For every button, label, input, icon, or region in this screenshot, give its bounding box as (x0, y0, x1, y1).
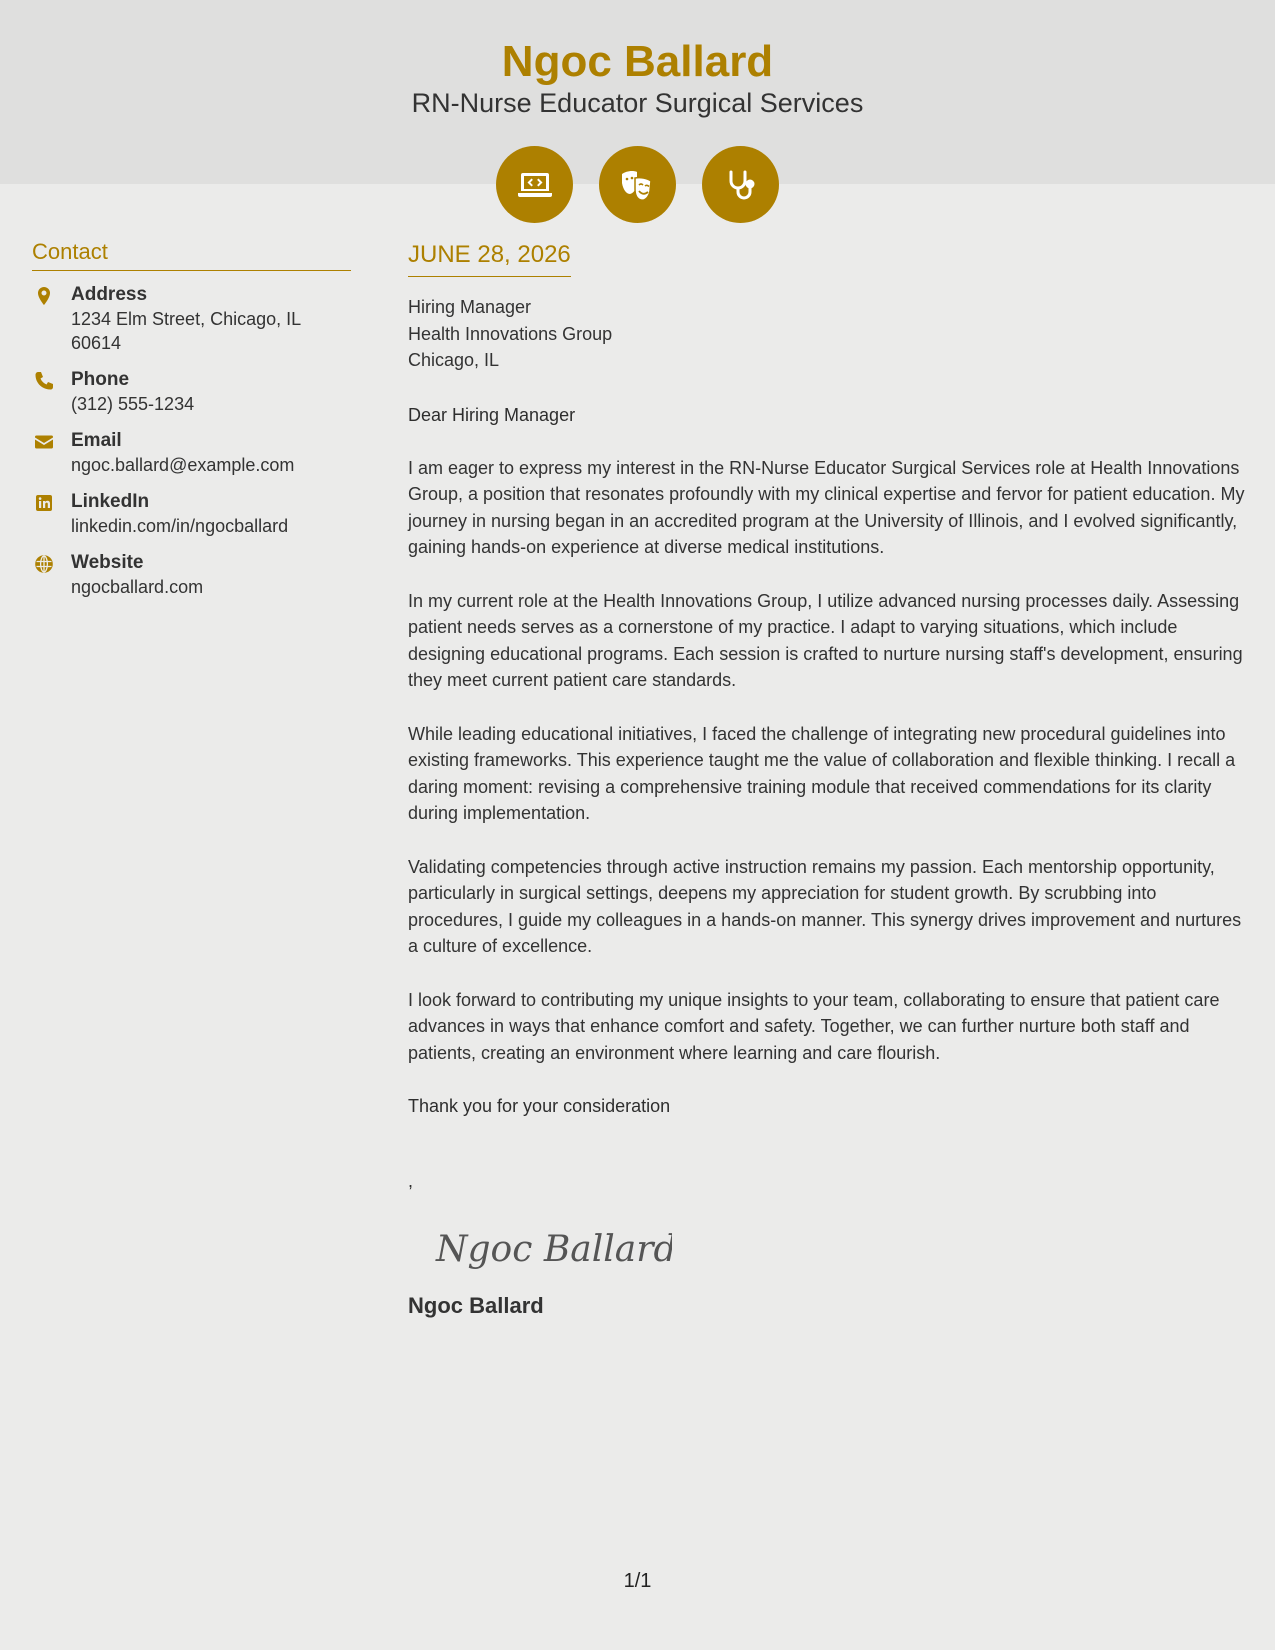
linkedin-value: linkedin.com/in/ngocballard (71, 516, 289, 536)
recipient-block (408, 294, 1253, 374)
contact-sidebar (32, 236, 351, 612)
linkedin-label: LinkedIn (71, 491, 150, 512)
contact-item-website (32, 551, 351, 599)
signer-name: Ngoc Ballard (408, 1293, 544, 1318)
phone-icon (34, 371, 54, 391)
email-label: Email (71, 430, 122, 451)
body-paragraph: In my current role at the Health Innovations Group, I utilize advanced nursing processes daily. Assessing patient needs serves as a cornerstone of my practice. I adapt to varying situations, which include designing educational programs. Each session is crafted to nurture nursing staff's development, ensuring they meet current patient care standards. (408, 590, 1243, 690)
contact-item-address (32, 283, 351, 355)
recipient-line: Health Innovations Group (408, 323, 613, 344)
contact-list (32, 283, 351, 599)
salutation: Dear Hiring Manager (408, 404, 576, 425)
stethoscope-icon (702, 146, 779, 223)
body-paragraph: While leading educational initiatives, I faced the challenge of integrating new procedural guidelines into existing frameworks. This experience taught me the value of collaboration and flexible thinking. I recall a daring moment: revising a comprehensive training module that received commendations for its clarity during implementation. (408, 723, 1236, 823)
body-paragraph: Validating competencies through active instruction remains my passion. Each mentorship opportunity, particularly in surgical settings, deepens my appreciation for student growth. By scrubbing into procedures, I guide my colleagues in a hands-on manner. This synergy drives improvement and nurtures a culture of excellence. (408, 856, 1242, 956)
laptop-code-icon (496, 146, 573, 223)
page-number: 1/1 (623, 1570, 652, 1592)
globe-icon (34, 554, 54, 574)
body-paragraph: I am eager to express my interest in the RN-Nurse Educator Surgical Services role at Health Innovations Group, a position that resonates profoundly with my clinical expertise and fervor for patient education. My journey in nursing began in an accredited program at the University of Illinois, and I evolved significantly, gaining hands-on experience at diverse medical institutions. (408, 457, 1245, 557)
contact-item-linkedin (32, 490, 351, 538)
signature-image (432, 1217, 1253, 1277)
phone-label: Phone (71, 369, 130, 390)
theater-masks-icon (599, 146, 676, 223)
contact-item-email (32, 429, 351, 477)
phone-value: (312) 555-1234 (71, 394, 195, 414)
linkedin-icon (34, 493, 54, 513)
contact-item-phone (32, 368, 351, 416)
email-value: ngoc.ballard@example.com (71, 455, 295, 475)
letter-date: JUNE 28, 2026 (408, 238, 571, 277)
website-label: Website (71, 552, 144, 573)
header-icons (496, 146, 779, 223)
address-label: Address (71, 284, 148, 305)
job-title: RN-Nurse Educator Surgical Services (411, 88, 864, 118)
closing-comma: , (408, 1171, 414, 1191)
letter-body (408, 238, 1253, 1321)
recipient-line: Hiring Manager (408, 297, 532, 317)
recipient-line: Chicago, IL (408, 350, 500, 370)
signature-text: Ngoc Ballard (436, 1229, 672, 1270)
website-value: ngocballard.com (71, 577, 204, 597)
map-marker-icon (34, 286, 54, 306)
contact-heading: Contact (32, 236, 351, 271)
applicant-name: Ngoc Ballard (501, 37, 774, 86)
closing-line: Thank you for your consideration (408, 1096, 671, 1116)
body-paragraph: I look forward to contributing my unique insights to your team, collaborating to ensure that patient care advances in ways that enhance comfort and safety. Together, we can further nurture both staff and patients, creating an environment where learning and care flourish. (408, 989, 1220, 1063)
envelope-icon (34, 432, 54, 452)
address-value: 1234 Elm Street, Chicago, IL 60614 (71, 309, 301, 353)
